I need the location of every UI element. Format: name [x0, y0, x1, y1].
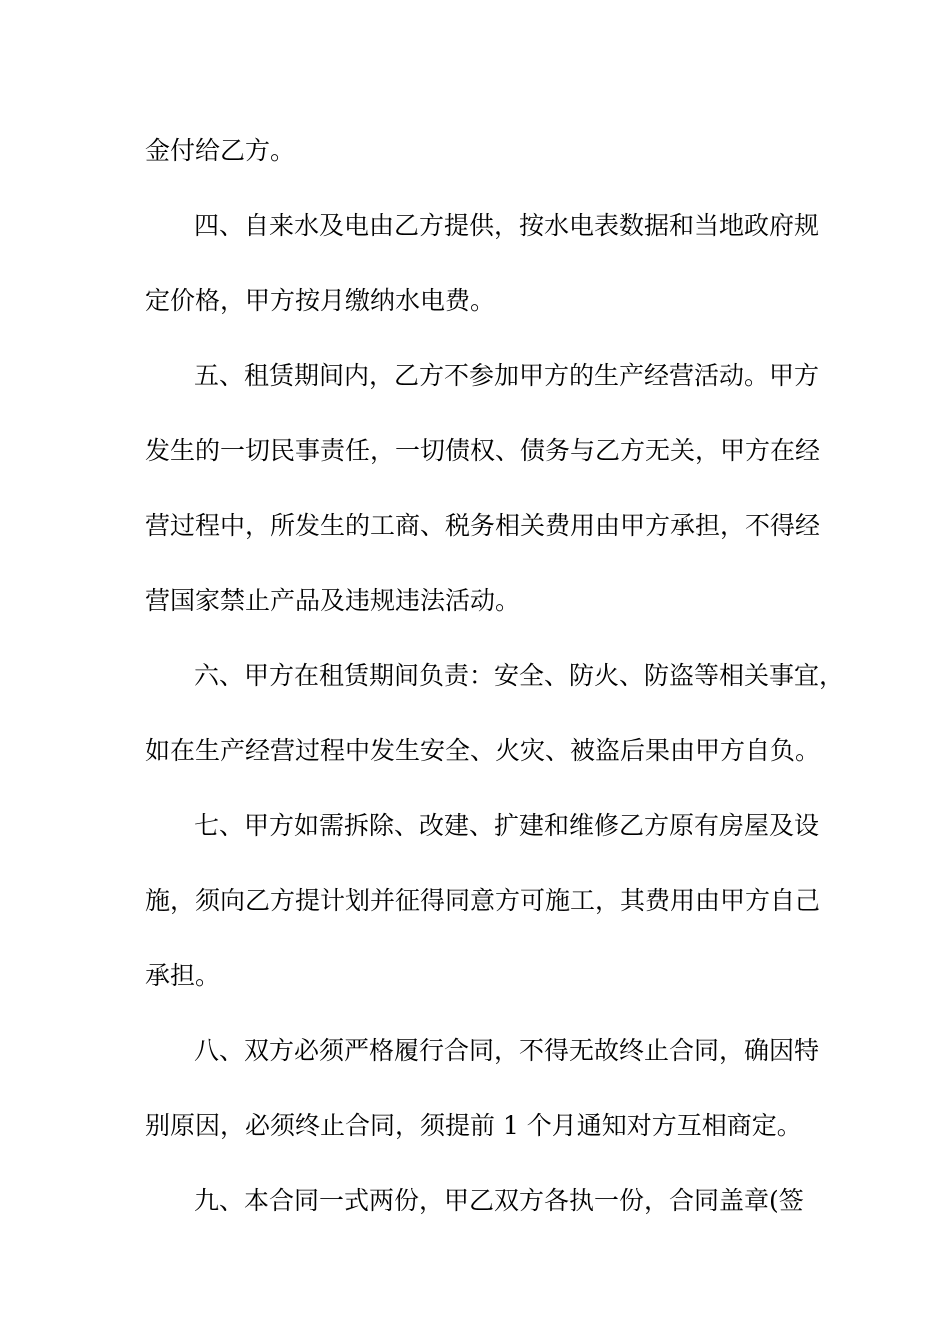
paragraph-8-line-1: 八、双方必须严格履行合同，不得无故终止合同，确因特	[194, 1036, 820, 1065]
paragraph-7-line-3: 承担。	[145, 961, 221, 990]
paragraph-7-line-1: 七、甲方如需拆除、改建、扩建和维修乙方原有房屋及设	[194, 811, 820, 840]
paragraph-6-line-2: 如在生产经营过程中发生安全、火灾、被盗后果由甲方自负。	[145, 736, 821, 765]
paragraph-6-line-1: 六、甲方在租赁期间负责：安全、防火、防盗等相关事宜，	[194, 661, 845, 690]
paragraph-5-line-1: 五、租赁期间内，乙方不参加甲方的生产经营活动。甲方	[194, 361, 820, 390]
paragraph-5-line-3: 营过程中，所发生的工商、税务相关费用由甲方承担，不得经	[145, 511, 821, 540]
paragraph-8-line-2: 别原因，必须终止合同，须提前 1 个月通知对方互相商定。	[145, 1111, 802, 1140]
paragraph-4-line-2: 定价格，甲方按月缴纳水电费。	[145, 286, 496, 315]
paragraph-9-line-1: 九、本合同一式两份，甲乙双方各执一份，合同盖章(签	[194, 1186, 804, 1215]
paragraph-5-line-4: 营国家禁止产品及违规违法活动。	[145, 586, 521, 615]
paragraph-4-line-1: 四、自来水及电由乙方提供，按水电表数据和当地政府规	[194, 211, 820, 240]
text-line: 金付给乙方。	[145, 136, 296, 165]
paragraph-7-line-2: 施，须向乙方提计划并征得同意方可施工，其费用由甲方自己	[145, 886, 821, 915]
paragraph-5-line-2: 发生的一切民事责任，一切债权、债务与乙方无关，甲方在经	[145, 436, 821, 465]
